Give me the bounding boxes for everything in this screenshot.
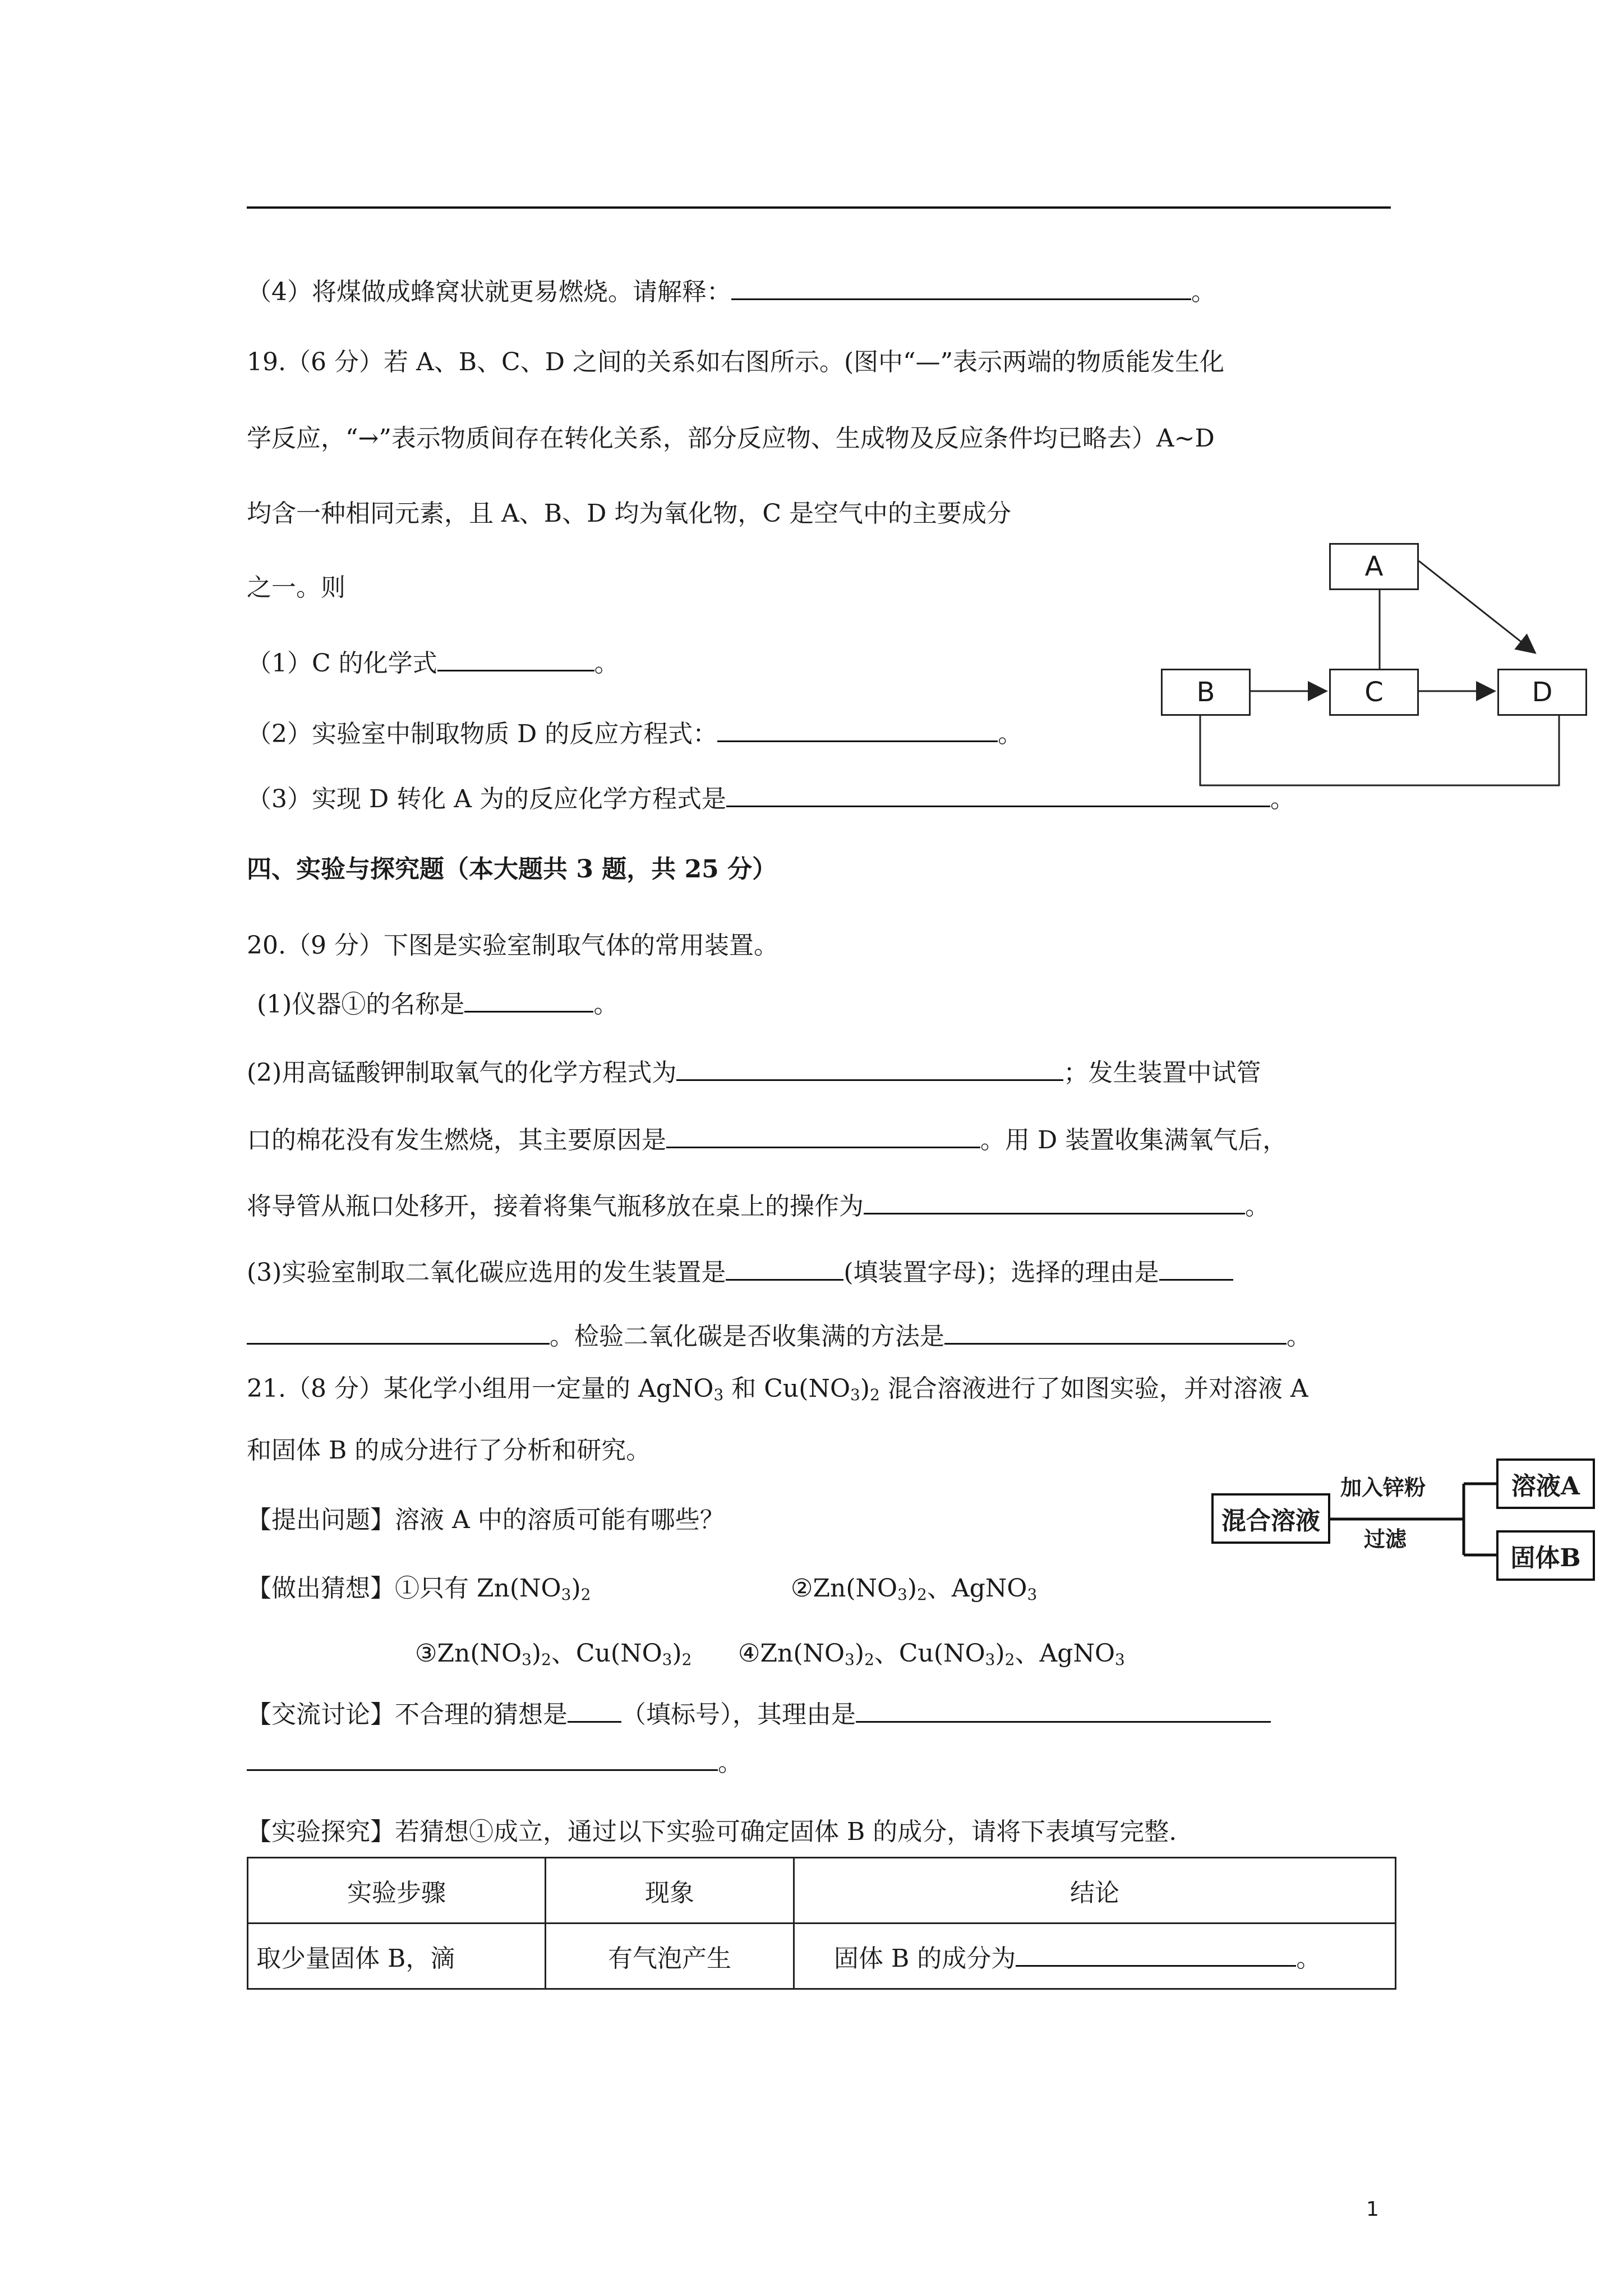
q20-part2-line2: 口的棉花没有发生燃烧，其主要原因是 。用 D 装置收集满氧气后， (247, 1122, 1287, 1157)
answer-blank[interactable] (1016, 1940, 1296, 1967)
answer-blank[interactable] (717, 716, 998, 742)
q19-line2: 学反应，“→”表示物质间存在转化关系，部分反应物、生成物及反应条件均已略去）A~D (247, 424, 1215, 453)
flow-filter-label: 过滤 (1364, 1526, 1407, 1552)
q18-part4: （4）将煤做成蜂窝状就更易燃烧。请解释： 。 (247, 274, 1216, 309)
q20-part3-line1: (3)实验室制取二氧化碳应选用的发生装置是 (填装置字母)；选择的理由是 (247, 1254, 1233, 1290)
section-heading: 四、实验与探究题（本大题共 3 题，共 25 分） (247, 855, 777, 884)
q21-question: 【提出问题】溶液 A 中的溶质可能有哪些？ (247, 1506, 725, 1534)
answer-blank[interactable] (666, 1122, 980, 1148)
q19-line4: 之一。则 (247, 573, 345, 602)
q19-sub1: （1）C 的化学式 。 (247, 645, 619, 680)
table-header: 现象 (546, 1858, 794, 1924)
experiment-table (247, 1857, 1396, 1990)
q21-guess-2: $②Zn(NO_3)_2$、AgNO$_3$ (791, 1574, 1038, 1604)
answer-blank[interactable] (944, 1318, 1287, 1345)
flow-solid-b: 固体B (1496, 1530, 1595, 1581)
table-row (248, 1924, 1396, 1989)
answer-blank[interactable] (247, 1745, 718, 1771)
flow-add-zinc-label: 加入锌粉 (1340, 1475, 1426, 1500)
page-number: 1 (1366, 2198, 1379, 2221)
q20-part3-line2: 。检验二氧化碳是否收集满的方法是 。 (247, 1318, 1311, 1354)
table-header-row (248, 1858, 1396, 1924)
q19-sub3: （3）实现 D 转化 A 为的反应化学方程式是 。 (247, 781, 1295, 816)
q21-guess-3: $③Zn(NO_3)_2$、$Cu(NO_3)_2$ (415, 1639, 692, 1669)
q21-guess-line1: 【做出猜想】①只有 $Zn(NO_3)_2$ (247, 1574, 591, 1604)
link-b-d (1200, 714, 1559, 785)
answer-blank[interactable] (464, 986, 593, 1013)
answer-blank[interactable] (247, 1318, 550, 1345)
q19-sub2: （2）实验室中制取物质 D 的反应方程式： 。 (247, 716, 1022, 751)
answer-blank[interactable] (726, 1254, 843, 1281)
q21-guess-4: $④Zn(NO_3)_2$、$Cu(NO_3)_2$、AgNO$_3$ (738, 1639, 1125, 1669)
q21-discussion: 【交流讨论】不合理的猜想是 （填标号），其理由是 (247, 1696, 1271, 1732)
answer-blank[interactable] (856, 1696, 1271, 1723)
q20-part2-line3: 将导管从瓶口处移开，接着将集气瓶移放在桌上的操作为 。 (247, 1188, 1270, 1223)
node-a: A (1329, 543, 1419, 590)
flow-solution-a: 溶液A (1496, 1458, 1595, 1509)
q21-line2: 和固体 B 的成分进行了分析和研究。 (247, 1436, 651, 1465)
q19-line3: 均含一种相同元素，且 A、B、D 均为氧化物，C 是空气中的主要成分 (247, 499, 1012, 528)
flow-mixed-solution: 混合溶液 (1211, 1493, 1330, 1544)
q20-part2-line1: (2)用高锰酸钾制取氧气的化学方程式为 ；发生装置中试管 (247, 1055, 1261, 1090)
table-header: 结论 (794, 1858, 1396, 1924)
table-cell-conclusion: 固体 B 的成分为 。 (794, 1924, 1396, 1989)
header-rule (247, 206, 1391, 209)
table-cell: 有气泡产生 (546, 1924, 794, 1989)
answer-blank[interactable] (864, 1188, 1245, 1214)
table-header: 实验步骤 (248, 1858, 546, 1924)
q20-part1: (1)仪器①的名称是 。 (257, 986, 618, 1022)
q21-explore: 【实验探究】若猜想①成立，通过以下实验可确定固体 B 的成分，请将下表填写完整. (247, 1818, 1177, 1846)
node-b: B (1161, 669, 1251, 716)
answer-blank[interactable] (568, 1696, 621, 1723)
answer-blank[interactable] (437, 645, 594, 671)
answer-blank[interactable] (731, 274, 1191, 300)
node-c: C (1329, 669, 1419, 716)
answer-blank[interactable] (1159, 1254, 1233, 1281)
q21-discussion-cont: 。 (247, 1745, 743, 1780)
node-d: D (1497, 669, 1587, 716)
answer-blank[interactable] (676, 1055, 1063, 1081)
q19-line1: 19.（6 分）若 A、B、C、D 之间的关系如右图所示。(图中“—”表示两端的物质能发生化 (247, 348, 1225, 376)
q21-line1: 21.（8 分）某化学小组用一定量的 AgNO$_3$ 和 $Cu(NO_3)_2$ 混合溶液进行了如图实验，并对溶液 A (247, 1374, 1308, 1404)
table-cell: 取少量固体 B，滴 (248, 1924, 546, 1989)
q20-line1: 20.（9 分）下图是实验室制取气体的常用装置。 (247, 931, 778, 960)
arrow-a-d (1419, 561, 1534, 652)
